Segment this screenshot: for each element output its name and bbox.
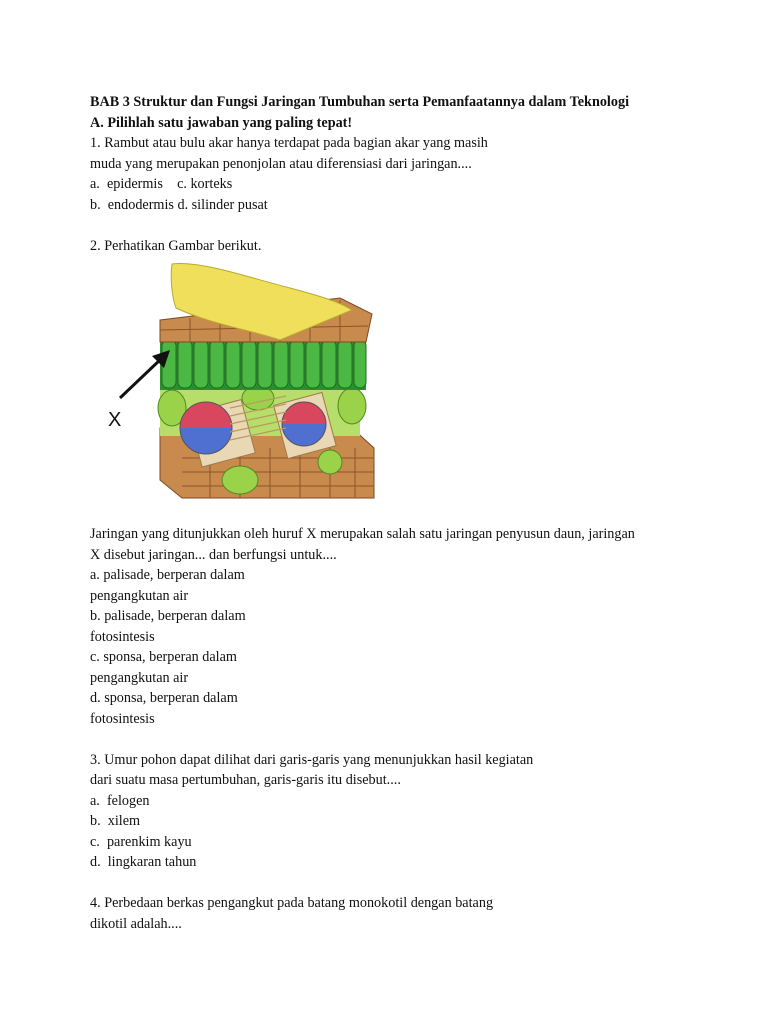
q4-text-line2: dikotil adalah.... xyxy=(90,915,182,932)
q2-option-b-line1: b. palisade, berperan dalam xyxy=(90,608,246,624)
spacer xyxy=(90,215,690,236)
q3-text-line1: 3. Umur pohon dapat dilihat dari garis-garis yang menunjukkan hasil kegiatan xyxy=(90,751,534,768)
q2-text-line1: Jaringan yang ditunjukkan oleh huruf X merupakan salah satu jaringan penyusun daun, jaringan xyxy=(90,526,635,542)
q3-text-line2: dari suatu masa pertumbuhan, garis-garis itu disebut.... xyxy=(90,772,401,788)
q1-options-bd: b. endodermis d. silinder pusat xyxy=(90,196,268,213)
q2-option-a-line2: pengangkutan air xyxy=(90,587,189,604)
q2-option-b-line2: fotosintesis xyxy=(90,628,155,645)
q2-option-d-line2: fotosintesis xyxy=(90,710,155,727)
q1-text-line1: 1. Rambut atau bulu akar hanya terdapat pada bagian akar yang masih xyxy=(90,135,488,151)
document-body xyxy=(90,92,690,934)
chapter-title: BAB 3 Struktur dan Fungsi Jaringan Tumbuhan serta Pemanfaatannya dalam Teknologi xyxy=(90,94,630,110)
q2-text-line2: X disebut jaringan... dan berfungsi untuk.... xyxy=(90,546,337,563)
spacer xyxy=(90,729,690,750)
q2-option-d-line1: d. sponsa, berperan dalam xyxy=(90,690,238,706)
section-instruction: A. Pilihlah satu jawaban yang paling tepat! xyxy=(90,114,353,131)
leaf-cross-section-illustration xyxy=(90,258,390,520)
q3-option-a: a. felogen xyxy=(90,792,150,809)
q2-option-c-line1: c. sponsa, berperan dalam xyxy=(90,649,237,665)
figure-label-x: X xyxy=(108,409,122,431)
q2-option-a-line1: a. palisade, berperan dalam xyxy=(90,567,245,583)
q3-option-b: b. xilem xyxy=(90,813,141,829)
q3-option-c: c. parenkim kayu xyxy=(90,833,192,850)
q4-text-line1: 4. Perbedaan berkas pengangkut pada batang monokotil dengan batang xyxy=(90,895,494,911)
q1-text-line2: muda yang merupakan penonjolan atau diferensiasi dari jaringan.... xyxy=(90,155,472,172)
q1-options-ac: a. epidermis c. korteks xyxy=(90,176,233,192)
q2-intro: 2. Perhatikan Gambar berikut. xyxy=(90,237,262,254)
leaf-tissue-figure xyxy=(90,258,390,520)
q2-option-c-line2: pengangkutan air xyxy=(90,669,189,686)
palisade-layer xyxy=(160,338,366,390)
spacer xyxy=(90,873,690,894)
q3-option-d: d. lingkaran tahun xyxy=(90,854,197,870)
